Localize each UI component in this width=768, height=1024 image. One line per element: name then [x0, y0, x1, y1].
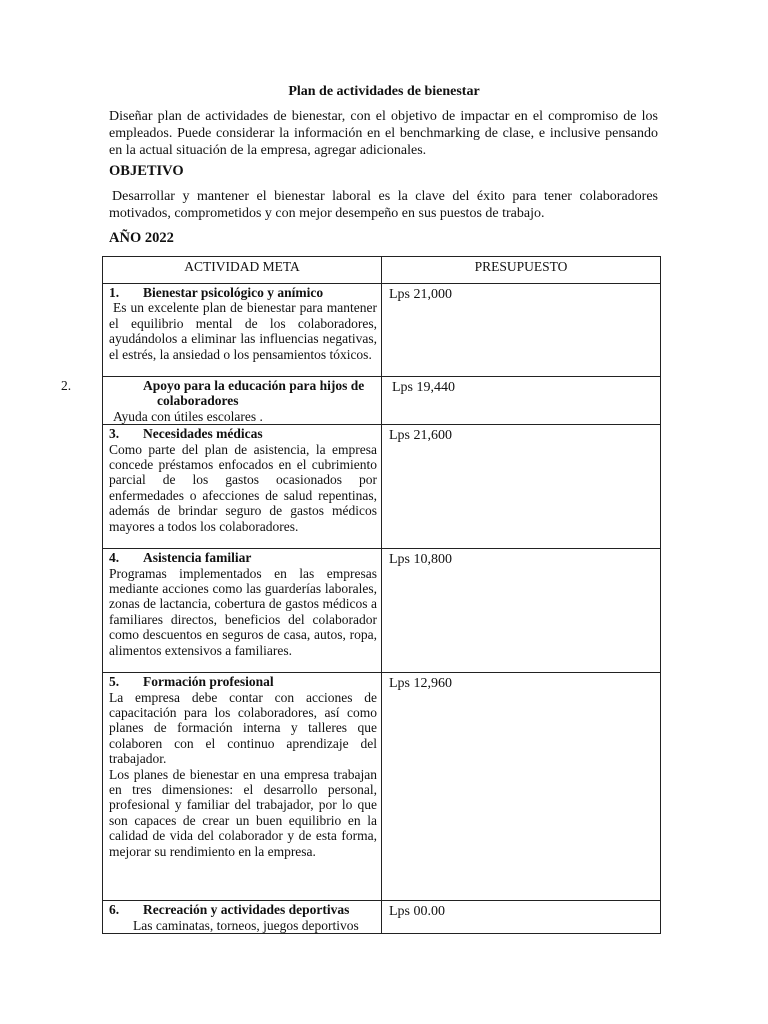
table-row [103, 377, 661, 425]
activity-title: Asistencia familiar [143, 550, 252, 566]
activity-number: 3. [109, 426, 120, 442]
activity-title: Formación profesional [143, 674, 274, 690]
activity-description: Las caminatas, torneos, juegos deportivos [133, 917, 359, 933]
activity-description: Programas implementados en las empresas mediante acciones como las guarderías laborales, zonas de lactancia, cobertura de gastos médicos a familiares directos, beneficios del colaborador como descuentos en seguros de casa, autos, ropa, alimentos extensivos a familiares. [109, 565, 377, 658]
objective-heading: OBJETIVO [109, 163, 184, 179]
activity-cell [61, 377, 382, 425]
header-budget: PRESUPUESTO [382, 257, 661, 284]
activity-number: 4. [109, 550, 120, 566]
document-title: Plan de actividades de bienestar [288, 84, 480, 99]
intro-paragraph: Diseñar plan de actividades de bienestar, con el objetivo de impactar en el compromiso de los empleados. Puede considerar la información en el benchmarking de clase, e inclusive pensando en la actual situación de la empresa, agregar adicionales. [109, 109, 658, 158]
budget-cell: Lps 12,960 [382, 673, 661, 901]
activity-heading [109, 550, 377, 565]
table-row [103, 901, 661, 934]
table-header-row [103, 257, 661, 284]
activity-cell [103, 901, 382, 934]
activity-description: Como parte del plan de asistencia, la empresa concede préstamos enfocados en el cubrimiento parcial de los gastos ocasionados por enfermedades o afecciones de salud repentinas, además de brindar seguro de gastos médicos mayores a todos los colaboradores. [109, 441, 377, 534]
activity-heading [109, 902, 377, 917]
activity-title: Recreación y actividades deportivas [143, 902, 350, 918]
activity-number: 1. [109, 285, 120, 300]
budget-cell: Lps 00.00 [382, 901, 661, 934]
activity-title: Apoyo para la educación para hijos de colaboradores [143, 378, 365, 409]
activity-cell [103, 673, 382, 901]
table-row [103, 284, 661, 377]
activity-number: 5. [109, 674, 120, 690]
activity-cell [103, 425, 382, 549]
budget-cell: Lps 21,000 [382, 284, 661, 377]
budget-cell: Lps 19,440 [382, 377, 661, 425]
activity-number: 6. [109, 902, 120, 918]
activity-heading [109, 426, 377, 441]
activity-heading [109, 674, 377, 689]
activity-description-extra: Los planes de bienestar en una empresa trabajan en tres dimensiones: el desarrollo personal, profesional y familiar del trabajador, por lo que son capaces de crear un buen equilibrio en la calidad de vida del colaborador y de esta forma, mejorar su rendimiento en la empresa. [109, 766, 377, 859]
budget-cell: Lps 10,800 [382, 549, 661, 673]
activity-cell [103, 284, 382, 377]
activity-description: Es un excelente plan de bienestar para mantener el equilibrio mental de los colaboradores, ayudándolos a eliminar las influencias negativas, el estrés, la ansiedad o los pensamientos tóxicos. [109, 300, 377, 362]
table-row [103, 425, 661, 549]
activity-description: La empresa debe contar con acciones de capacitación para los colaboradores, así como planes de formación interna y talleres que colaboren con el continuo aprendizaje del trabajador. [109, 689, 377, 767]
objective-paragraph: Desarrollar y mantener el bienestar laboral es la clave del éxito para tener colaboradores motivados, comprometidos y con mejor desempeño en sus puestos de trabajo. [109, 189, 658, 221]
activity-title: Necesidades médicas [143, 426, 263, 442]
year-heading: AÑO 2022 [109, 230, 174, 246]
header-activity: ACTIVIDAD META [103, 257, 382, 284]
budget-cell: Lps 21,600 [382, 425, 661, 549]
activity-description: Ayuda con útiles escolares . [113, 408, 263, 424]
activity-heading [109, 285, 377, 300]
table-row [103, 673, 661, 901]
activity-cell [103, 549, 382, 673]
activity-heading [61, 378, 377, 409]
activities-table [61, 256, 661, 934]
activity-number: 2. [61, 378, 72, 393]
table-row [103, 549, 661, 673]
activity-title: Bienestar psicológico y anímico [143, 285, 324, 300]
